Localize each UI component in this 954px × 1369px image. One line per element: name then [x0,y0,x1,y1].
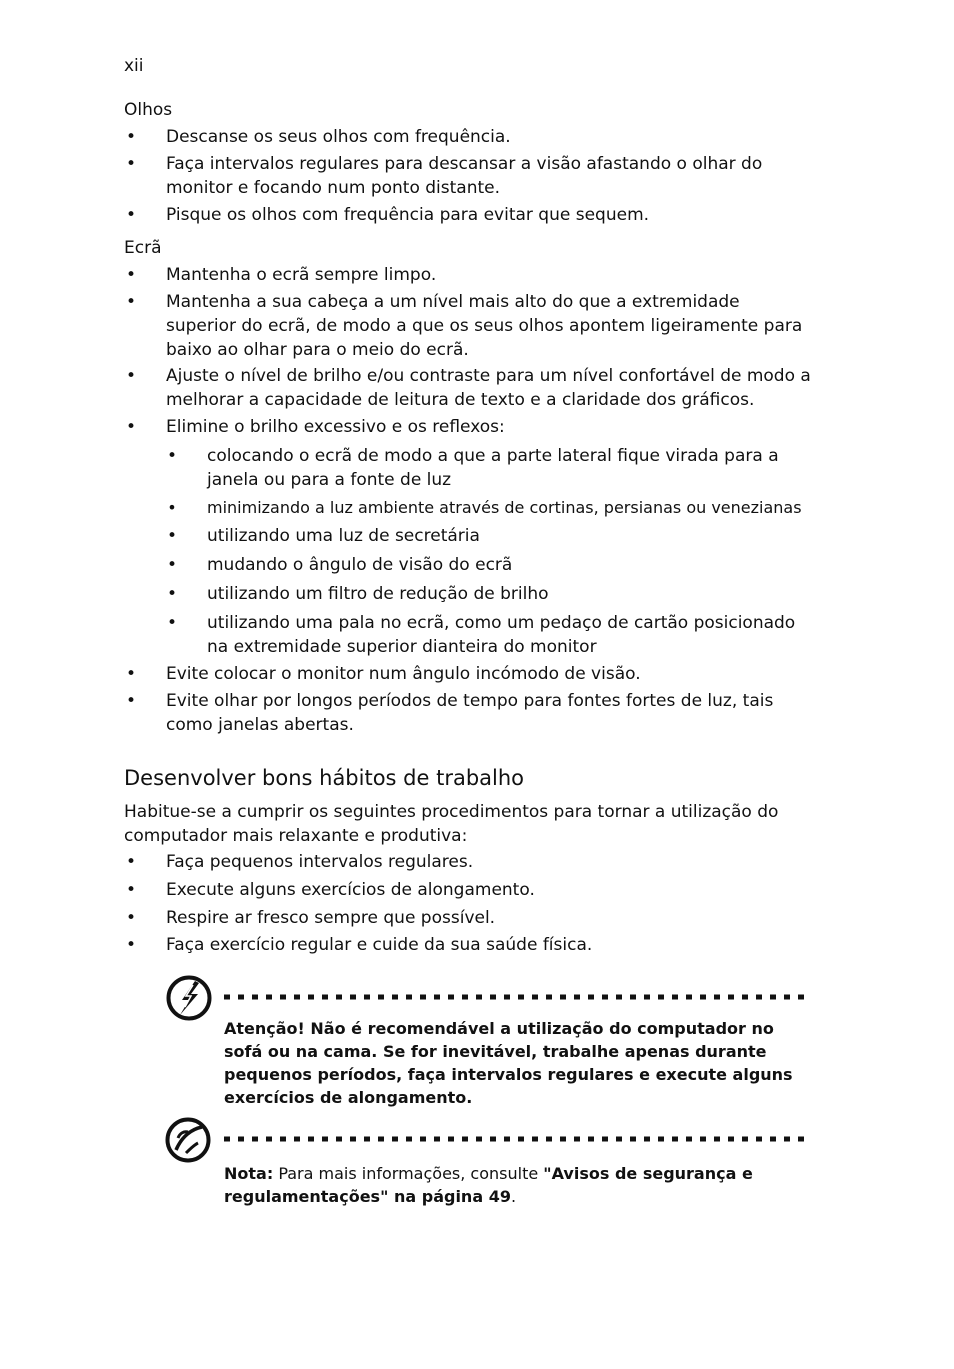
bullet: • [125,265,137,285]
list-item-text: Evite colocar o monitor num ângulo incómodo de visão. [166,664,641,684]
sub-list-item [166,524,807,548]
list-item-text: Pisque os olhos com frequência para evitar que sequem. [166,205,650,225]
list-item [125,689,796,737]
note-label: Nota: [224,1164,274,1183]
bullet: • [125,154,137,174]
notice-divider [224,1136,810,1142]
section-label-eyes: Olhos [124,100,173,120]
list-item-text: Mantenha a sua cabeça a um nível mais alto do que a extremidade superior do ecrã, de modo a que os seus olhos apontem ligeiramente para baixo ao olhar para o meio do ecrã. [166,292,803,360]
list-item-text: utilizando um filtro de redução de brilho [207,584,549,604]
section-heading: Desenvolver bons hábitos de trabalho [124,766,525,790]
bullet: • [125,664,137,684]
note-body: Para mais informações, consulte [273,1164,544,1183]
list-item-text: Respire ar fresco sempre que possível. [166,908,496,928]
list-item-text: Evite olhar por longos períodos de tempo para fontes fortes de luz, tais como janelas abertas. [166,691,774,735]
list-item [125,125,816,149]
bullet: • [166,613,178,633]
list-item [125,263,816,287]
cross-reference-link[interactable]: "Avisos de segurança e regulamentações" na página 49 [224,1164,753,1206]
list-item-text: colocando o ecrã de modo a que a parte lateral fique virada para a janela ou para a fonte de luz [207,446,779,490]
list-item [125,933,816,957]
bullet: • [166,526,178,546]
list-item-text: Ajuste o nível de brilho e/ou contraste para um nível confortável de modo a melhorar a capacidade de leitura de texto e a claridade dos gráficos. [166,366,811,410]
list-item-text: minimizando a luz ambiente através de cortinas, persianas ou venezianas [207,498,802,517]
list-item-text: Elimine o brilho excessivo e os reflexos: [166,417,505,437]
note-text [224,1162,814,1208]
bullet: • [166,555,178,575]
warning-icon [165,974,213,1022]
warning-text: Atenção! Não é recomendável a utilização do computador no sofá ou na cama. Se for inevitável, trabalhe apenas durante pequenos períodos, faça intervalos regulares e execute alguns exercícios de alongamento. [224,1019,793,1107]
bullet: • [125,205,137,225]
sub-list-item [166,611,807,659]
sub-list-item [166,553,807,577]
bullet: • [166,446,178,466]
list-item-text: mudando o ângulo de visão do ecrã [207,555,513,575]
list-item-text: utilizando uma pala no ecrã, como um pedaço de cartão posicionado na extremidade superior dianteira do monitor [207,613,796,657]
sub-list-item [166,582,807,606]
list-item [125,906,816,930]
bullet: • [125,417,137,437]
page-number: xii [124,56,144,76]
bullet: • [125,127,137,147]
list-item-text: utilizando uma luz de secretária [207,526,480,546]
bullet: • [125,292,137,312]
note-end: . [510,1187,517,1206]
list-item [125,850,816,874]
bullet: • [125,691,137,711]
bullet: • [125,852,137,872]
list-item-text: Execute alguns exercícios de alongamento. [166,880,535,900]
bullet: • [125,366,137,386]
list-item-text: Faça exercício regular e cuide da sua saúde física. [166,935,593,955]
sub-list-item [166,444,807,492]
list-item-text: Descanse os seus olhos com frequência. [166,127,511,147]
bullet: • [125,935,137,955]
list-item-text: Faça pequenos intervalos regulares. [166,852,474,872]
section-label-screen: Ecrã [124,238,162,258]
list-item-text: Mantenha o ecrã sempre limpo. [166,265,437,285]
list-item [125,415,814,439]
note-icon [164,1116,212,1164]
list-item-text: Faça intervalos regulares para descansar a visão afastando o olhar do monitor e focando num ponto distante. [166,154,763,198]
bullet: • [125,908,137,928]
sub-list-item [167,496,819,520]
notice-divider [224,994,810,1000]
list-item [125,662,814,686]
bullet: • [167,498,177,517]
list-item [125,203,816,227]
intro-paragraph: Habitue-se a cumprir os seguintes procedimentos para tornar a utilização do computador mais relaxante e produtiva: [124,802,779,846]
bullet: • [166,584,178,604]
list-item [125,364,814,412]
list-item [125,152,786,200]
bullet: • [125,880,137,900]
list-item [125,878,816,902]
list-item [125,290,814,362]
